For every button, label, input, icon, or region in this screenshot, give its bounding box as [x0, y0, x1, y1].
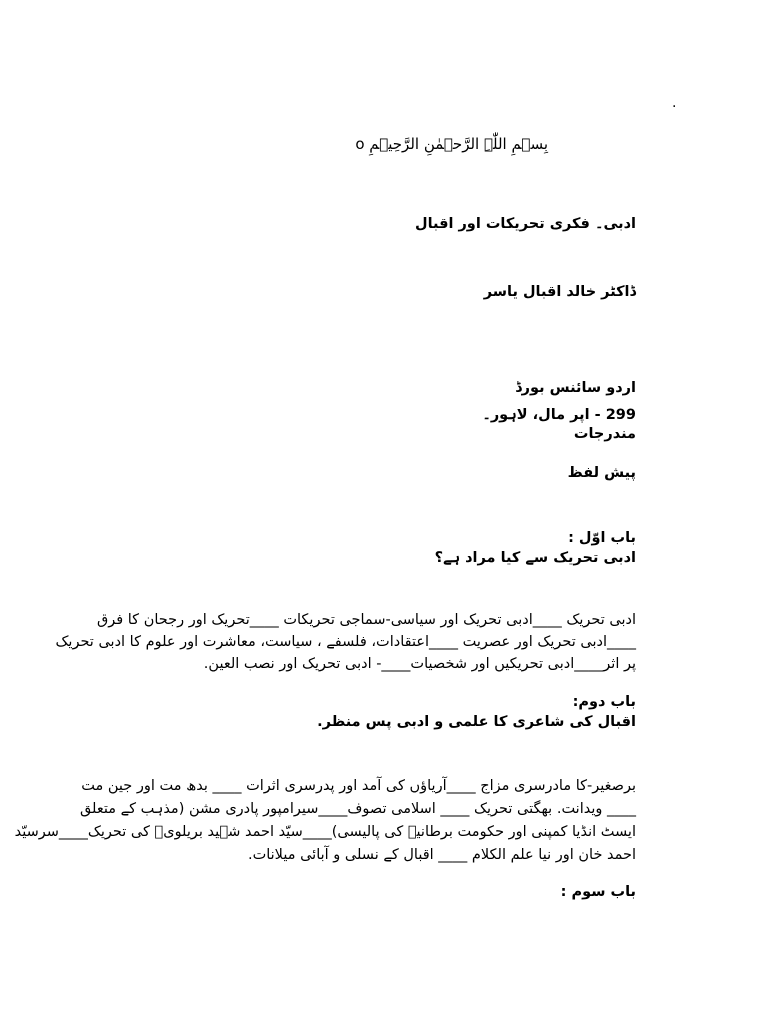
chapter-3-label: باب سوم :	[560, 884, 636, 900]
chapter-1-line: ____ادبی تحریک اور عصریت ____اعتقادات، فلسفے ، سیاست، معاشرت اور علوم کا ادبی تحریک	[55, 634, 636, 650]
chapter-2-line: ایسٹ انڈیا کمپنی اور حکومت برطانیہ کی پالیسی)____سیّد احمد شہید بریلویؒ کی تحریک____سرسیّد	[14, 824, 636, 840]
stray-dot: .	[672, 95, 677, 111]
chapter-2-label: باب دوم:	[572, 694, 636, 710]
chapter-1-label: باب اوّل :	[568, 530, 636, 546]
publisher-name: اردو سائنس بورڈ	[515, 380, 636, 396]
chapter-2-line: احمد خان اور نیا علم الکلام ____ اقبال کے نسلی و آبائی میلانات.	[247, 847, 636, 863]
chapter-1-line: پر اثر____ادبی تحریکیں اور شخصیات____- ادبی تحریک اور نصب العین.	[203, 656, 636, 672]
author-name: ڈاکٹر خالد اقبال یاسر	[483, 284, 636, 300]
chapter-2-title: اقبال کی شاعری کا علمی و ادبی پس منظر.	[317, 714, 636, 730]
chapter-1-line: ادبی تحریک ____ادبی تحریک اور سیاسی-سماجی تحریکات ____تحریک اور رجحان کا فرق	[96, 612, 636, 628]
basmala: بِسۡمِ اللّٰہِ الرَّحۡمٰنِ الرَّحِیۡمِ o	[355, 135, 548, 153]
contents-heading: مندرجات	[573, 426, 636, 442]
publisher-address: 299 - اپر مال، لاہور۔	[482, 407, 636, 423]
book-title: ادبی۔ فکری تحریکات اور اقبال	[415, 216, 636, 232]
chapter-2-line: ____ ویدانت. بھگتی تحریک ____ اسلامی تصوف____سیرامپور پادری مشن (مذہب کے متعلق	[79, 801, 636, 817]
chapter-1-title: ادبی تحریک سے کیا مراد ہے؟	[434, 550, 636, 566]
foreword-entry: پیش لفظ	[567, 465, 636, 481]
chapter-2-line: برصغیر-کا مادرسری مزاج ____آریاؤں کی آمد اور پدرسری اثرات ____ بدھ مت اور جین مت	[81, 778, 636, 794]
